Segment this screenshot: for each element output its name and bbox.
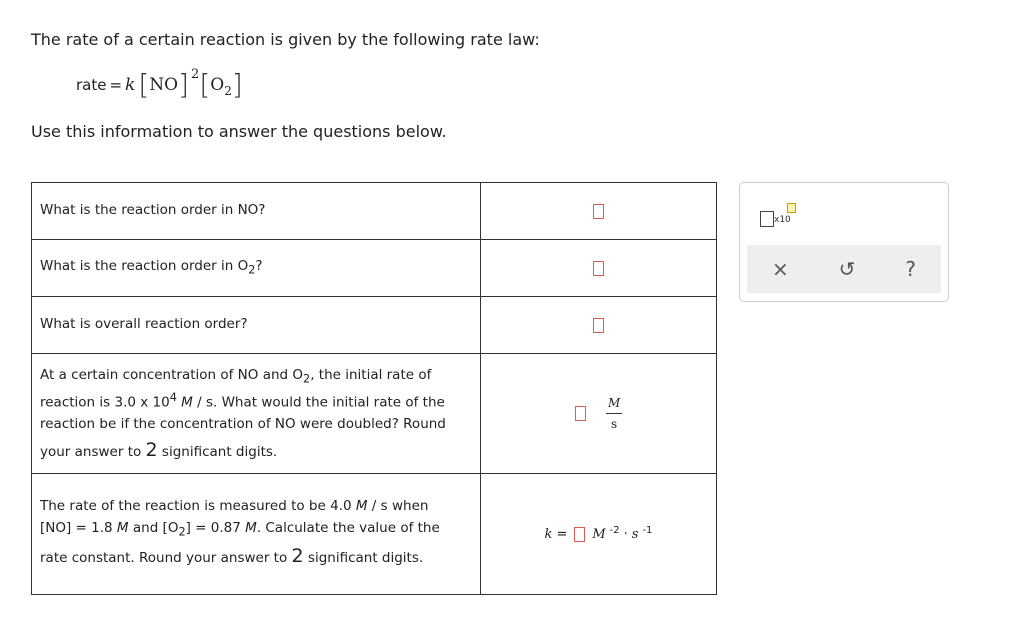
template-box-icon (760, 211, 774, 227)
left-bracket-icon: [ (138, 68, 150, 101)
question-order-no: What is the reaction order in NO? (40, 202, 266, 219)
unit-m-exponent: -2 (609, 525, 620, 536)
table-row (32, 354, 717, 474)
no-exponent: 2 (191, 66, 200, 82)
unit-dot: · (623, 527, 628, 542)
table-row (32, 297, 717, 354)
intro-text: The rate of a certain reaction is given by the following rate law: (31, 30, 540, 49)
q4-superscript: 4 (169, 390, 177, 404)
q4-text: , the initial rate of (310, 367, 432, 384)
tool-action-bar (747, 245, 941, 293)
help-icon[interactable]: ? (905, 257, 916, 281)
q4-text: At a certain concentration of NO and O (40, 367, 304, 384)
q5-unit: M (116, 519, 129, 536)
q5-digits: 2 (291, 545, 304, 568)
x10-label: x10 (774, 215, 791, 225)
answer-cell (481, 354, 717, 474)
unit-m: M (592, 527, 606, 542)
question-initial-rate (40, 365, 472, 466)
q4-text: significant digits. (157, 444, 278, 461)
answer-input-order-o2[interactable] (593, 261, 604, 276)
right-bracket-icon: ] (231, 68, 243, 101)
q2-subscript: 2 (248, 263, 256, 277)
q5-unit: M (355, 498, 368, 515)
table-row (32, 240, 717, 297)
unit-denominator: s (611, 417, 618, 431)
q4-digits: 2 (145, 439, 158, 462)
q5-text: ] = 0.87 (185, 519, 246, 536)
equals-sign: = (109, 76, 123, 94)
q5-text: [NO] = 1.8 (40, 519, 117, 536)
q4-line (40, 389, 472, 414)
q5-text: / s when (367, 498, 429, 515)
o2-subscript: 2 (224, 84, 232, 98)
k-label: k (544, 527, 553, 542)
fraction-bar (606, 413, 622, 414)
q5-text: significant digits. (303, 550, 424, 567)
q5-line (40, 518, 472, 542)
answer-cell (481, 183, 717, 240)
q2-text-end: ? (255, 258, 263, 275)
answer-input-order-no[interactable] (593, 204, 604, 219)
q5-text: . Calculate the value of the (256, 519, 440, 536)
question-cell (32, 183, 481, 240)
q5-unit: M (245, 519, 257, 536)
question-table (31, 182, 717, 595)
question-cell (32, 297, 481, 354)
x10-template-button[interactable] (760, 207, 800, 231)
answer-cell (481, 474, 717, 595)
q5-text: The rate of the reaction is measured to be 4.0 (40, 498, 356, 515)
answer-input-overall-order[interactable] (593, 318, 604, 333)
q4-line (40, 435, 472, 465)
q5-line (40, 541, 472, 571)
rate-law-equation (76, 68, 243, 102)
undo-icon[interactable]: ↺ (838, 257, 856, 281)
q2-text: What is the reaction order in O (40, 258, 249, 275)
question-rate-constant (40, 496, 472, 572)
q5-subscript: 2 (178, 525, 186, 539)
answer-input-initial-rate[interactable] (575, 406, 586, 421)
table-row (32, 183, 717, 240)
rate-label: rate (76, 76, 107, 94)
k-symbol: k (125, 75, 136, 95)
unit-s: s (631, 527, 639, 542)
answer-cell (481, 297, 717, 354)
answer-cell (481, 240, 717, 297)
exponent-box-icon (787, 203, 796, 213)
question-overall-order: What is overall reaction order? (40, 316, 248, 333)
q4-text: / s. What would the initial rate of the (192, 394, 445, 411)
left-bracket-icon: [ (199, 68, 211, 101)
q4-line: reaction be if the concentration of NO were doubled? Round (40, 415, 446, 432)
q4-line (40, 365, 472, 389)
right-bracket-icon: ] (178, 68, 190, 101)
answer-input-rate-constant[interactable] (574, 527, 585, 542)
o-symbol: O (210, 75, 225, 95)
q5-text: rate constant. Round your answer to (40, 550, 292, 567)
question-cell (32, 474, 481, 595)
q4-subscript: 2 (303, 372, 311, 386)
q4-text: your answer to (40, 444, 146, 461)
instructions-text: Use this information to answer the questions below. (31, 122, 447, 141)
table-row (32, 474, 717, 595)
unit-numerator: M (607, 396, 621, 410)
species-no: NO (149, 75, 179, 95)
math-tool-panel (739, 182, 949, 302)
k-equals: = (556, 527, 568, 542)
clear-icon[interactable]: × (771, 257, 789, 281)
q5-line (40, 496, 472, 518)
question-cell (32, 354, 481, 474)
question-order-o2 (40, 258, 263, 277)
q5-text: and [O (128, 519, 179, 536)
unit-s-exponent: -1 (642, 525, 653, 536)
species-o2 (210, 75, 232, 98)
q4-text: reaction is 3.0 x 10 (40, 394, 170, 411)
q4-unit: M (181, 394, 193, 411)
question-cell (32, 240, 481, 297)
unit-fraction (606, 396, 622, 431)
k-expression (545, 527, 653, 542)
